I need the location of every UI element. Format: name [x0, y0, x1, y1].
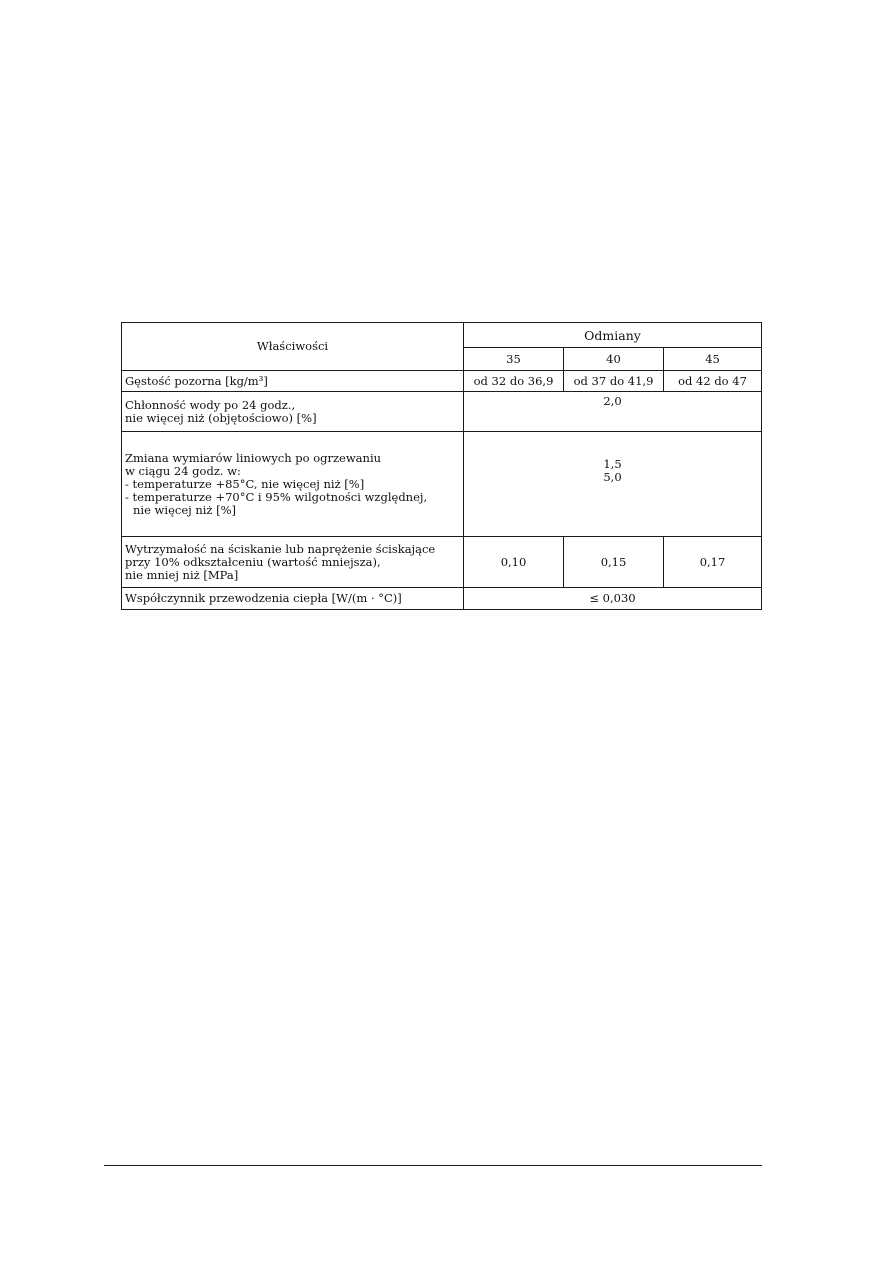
- variant-header-40: 40: [564, 348, 664, 371]
- cell-strength-45: 0,17: [664, 537, 762, 588]
- label-line: nie mniej niż [MPa]: [125, 567, 239, 582]
- label-line: w ciągu 24 godz. w:: [125, 463, 241, 478]
- label-line: Chłonność wody po 24 godz.,: [125, 397, 296, 412]
- footer-divider: [104, 1165, 762, 1166]
- cell-density-45: od 42 do 47: [664, 371, 762, 392]
- label-line: - temperaturze +85°C, nie więcej niż [%]: [125, 476, 365, 491]
- table-row-conductivity: [122, 588, 762, 610]
- table-row-strength: [122, 537, 762, 588]
- row-label-dimension-change: [122, 432, 464, 537]
- row-label-absorption: [122, 392, 464, 432]
- cell-dimension-change-all: [464, 432, 762, 537]
- label-line: - temperaturze +70°C i 95% wilgotności względnej,: [125, 489, 428, 504]
- label-line: nie więcej niż [%]: [133, 502, 237, 517]
- cell-density-35: od 32 do 36,9: [464, 371, 564, 392]
- cell-strength-40: 0,15: [564, 537, 664, 588]
- table-row-density: [122, 371, 762, 392]
- row-label-density: Gęstość pozorna [kg/m³]: [122, 371, 464, 392]
- property-column-header: Właściwości: [122, 323, 464, 371]
- cell-strength-35: 0,10: [464, 537, 564, 588]
- label-line: Wytrzymałość na ściskanie lub naprężenie ściskające: [125, 541, 436, 556]
- header-row-group: [122, 323, 762, 348]
- value-85c: 1,5: [603, 457, 622, 471]
- table-row-dimension-change: [122, 432, 762, 537]
- variant-header-35: 35: [464, 348, 564, 371]
- properties-table: [121, 322, 762, 610]
- variant-header-45: 45: [664, 348, 762, 371]
- row-label-conductivity: Współczynnik przewodzenia ciepła [W/(m · °C)]: [122, 588, 464, 610]
- label-line: przy 10% odkształceniu (wartość mniejsza),: [125, 554, 381, 569]
- value-70c: 5,0: [603, 470, 622, 484]
- cell-absorption-all: 2,0: [464, 392, 762, 432]
- cell-conductivity-all: ≤ 0,030: [464, 588, 762, 610]
- table-row-absorption: [122, 392, 762, 432]
- cell-density-40: od 37 do 41,9: [564, 371, 664, 392]
- variants-group-header: Odmiany: [464, 323, 762, 348]
- label-line: Zmiana wymiarów liniowych po ogrzewaniu: [125, 450, 382, 465]
- row-label-strength: [122, 537, 464, 588]
- label-line: nie więcej niż (objętościowo) [%]: [125, 410, 317, 425]
